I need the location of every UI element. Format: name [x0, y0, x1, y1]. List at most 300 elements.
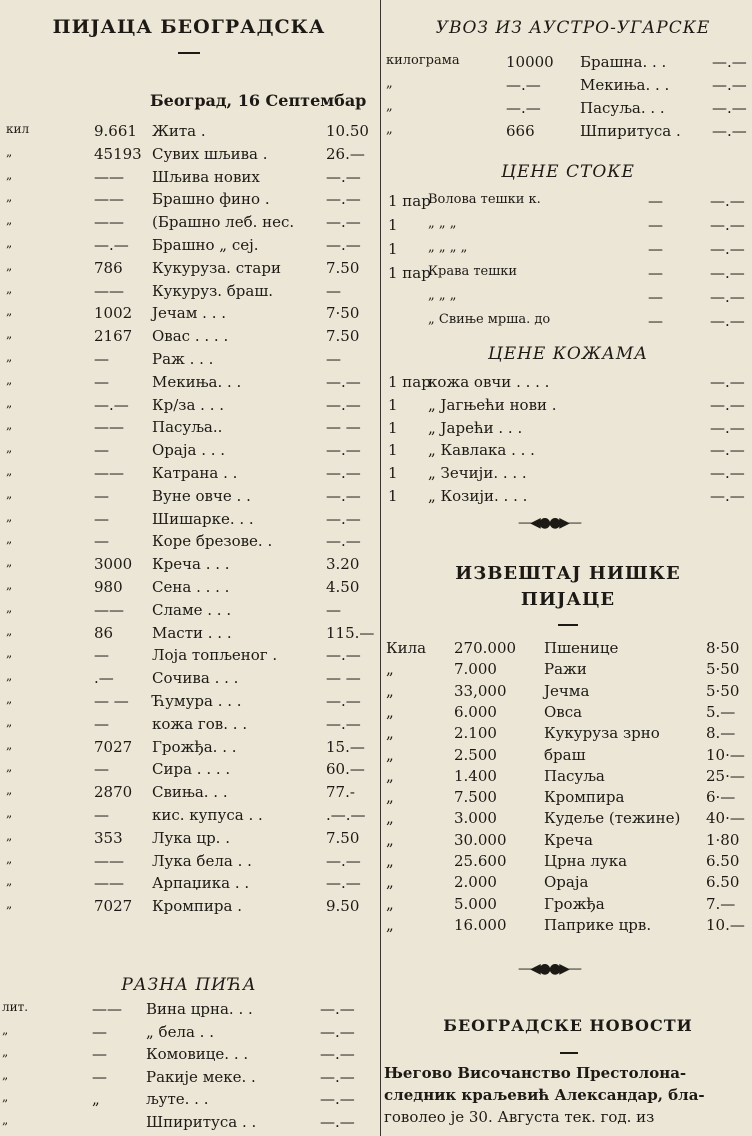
item-cell: кис. купуса . . — [152, 806, 263, 824]
item-cell: Сочива . . . — [152, 669, 239, 688]
item-cell: Шљива нових — [152, 167, 260, 186]
item-cell: Кр/за . . . — [152, 395, 224, 414]
table-row — [384, 724, 752, 746]
unit-cell: „ — [386, 788, 394, 807]
price-cell: 6.50 — [706, 852, 740, 870]
table-row — [384, 809, 752, 831]
quantity-cell: — — [92, 1045, 107, 1063]
price-cell: —.— — [326, 486, 361, 505]
quantity-cell: .— — [94, 669, 114, 688]
table-row — [0, 327, 378, 349]
table-row — [0, 874, 378, 896]
table-row — [384, 831, 752, 853]
price-cell: 6.50 — [706, 873, 740, 892]
quantity-cell: 25.600 — [454, 852, 507, 870]
unit-cell: „ — [6, 623, 13, 638]
table-row — [0, 783, 378, 805]
table-row — [384, 703, 752, 725]
quantity-cell: 3000 — [94, 555, 133, 574]
item-cell: љуте. . . — [146, 1090, 209, 1108]
price-cell: 7.— — [706, 894, 736, 913]
quantity-cell: —— — [94, 874, 124, 893]
unit-cell: 1 пар — [388, 264, 431, 282]
price-cell: —.— — [326, 851, 361, 870]
dateline: Београд, 16 Септембар — [150, 91, 367, 110]
price-cell: 8.— — [706, 724, 736, 743]
news-title-rule — [560, 1052, 578, 1054]
quantity-cell: — — [94, 806, 109, 824]
price-cell: 5.— — [706, 702, 736, 721]
item-cell: Крава тешки — [428, 264, 518, 279]
item-cell: Сира . . . . — [152, 760, 231, 779]
item-cell: „ „ „ — [428, 216, 457, 231]
quantity-cell: 16.000 — [454, 915, 507, 934]
unit-cell: „ — [386, 122, 393, 137]
news-line-2: следник краљевић Александар, бла- — [384, 1086, 705, 1104]
table-row — [0, 350, 378, 372]
unit-cell: „ — [386, 809, 394, 828]
table-row — [0, 1113, 378, 1135]
table-row — [0, 578, 378, 600]
quantity-cell: 980 — [94, 578, 123, 596]
item-cell: Шпиритуса . . — [146, 1112, 257, 1131]
table-row — [0, 464, 378, 486]
table-row — [384, 895, 752, 917]
item-cell: Раж . . . — [152, 350, 214, 368]
table-row — [384, 639, 752, 661]
unit-cell: 1 — [388, 441, 398, 460]
price-cell: — — — [326, 669, 361, 688]
unit-cell: „ — [6, 190, 13, 205]
table-row — [0, 1023, 378, 1045]
item-cell: Кромпира — [544, 788, 625, 807]
unit-cell: „ — [6, 167, 13, 182]
blank-cell: — — [648, 216, 663, 234]
price-cell: 10.50 — [326, 122, 369, 140]
item-cell: Кукуруза зрно — [544, 724, 660, 743]
price-cell: —.— — [326, 213, 361, 232]
price-cell: —.— — [326, 646, 361, 665]
unit-cell: „ — [6, 692, 13, 706]
table-row — [0, 646, 378, 668]
price-cell: —.— — [710, 487, 745, 505]
table-row — [384, 746, 752, 768]
quantity-cell: —.— — [506, 99, 541, 117]
price-cell: —.— — [326, 236, 361, 254]
quantity-cell: 3.000 — [454, 809, 497, 828]
table-row — [384, 192, 752, 214]
quantity-cell: —— — [94, 600, 124, 619]
nis-market-title-2: ПИЈАЦЕ — [520, 589, 616, 610]
table-row — [0, 396, 378, 418]
table-row — [384, 487, 752, 509]
quantity-cell: 86 — [94, 623, 114, 642]
unit-cell: „ — [386, 724, 394, 743]
quantity-cell: 1.400 — [454, 766, 497, 785]
table-row — [384, 264, 752, 286]
quantity-cell: — — [94, 486, 109, 505]
quantity-cell: 5.000 — [454, 894, 497, 913]
item-cell: Ораја — [544, 873, 589, 892]
item-cell: Паприке црв. — [544, 915, 652, 934]
item-cell: браш — [544, 745, 586, 764]
unit-cell: кил — [6, 122, 30, 136]
item-cell: Масти . . . — [152, 623, 232, 642]
quantity-cell: — — [94, 760, 109, 779]
table-row — [384, 122, 752, 144]
unit-cell: „ — [6, 578, 13, 592]
price-cell: —.— — [710, 441, 745, 460]
quantity-cell: 2870 — [94, 783, 133, 802]
unit-cell: „ — [6, 258, 13, 273]
item-cell: Овса — [544, 702, 583, 721]
price-cell: —.— — [326, 372, 361, 391]
item-cell: Катрана . . — [152, 464, 238, 482]
item-cell: Сламе . . . — [152, 600, 232, 619]
unit-cell: „ — [2, 1045, 9, 1059]
quantity-cell: 30.000 — [454, 830, 507, 849]
item-cell: „ „ „ — [428, 288, 457, 303]
unit-cell: „ — [386, 830, 394, 849]
quantity-cell: —— — [94, 851, 124, 870]
price-cell: 10.— — [706, 915, 745, 934]
price-cell: 8·50 — [706, 639, 740, 657]
price-cell: — — [326, 600, 341, 619]
price-cell: —.— — [320, 1045, 355, 1063]
item-cell: Креча . . . — [152, 555, 230, 574]
unit-cell: 1 — [388, 395, 398, 414]
unit-cell: 1 — [388, 464, 398, 483]
unit-cell: Кила — [386, 639, 427, 657]
quantity-cell: 2.500 — [454, 745, 497, 764]
quantity-cell: — — [94, 350, 109, 368]
unit-cell: „ — [386, 702, 394, 721]
table-row — [384, 441, 752, 463]
quantity-cell: — — [94, 646, 109, 665]
unit-cell: „ — [6, 372, 13, 387]
price-cell: —.— — [710, 464, 745, 483]
price-cell: —.— — [710, 312, 745, 330]
cattle-title: ЦЕНЕ СТОКЕ — [501, 162, 635, 182]
item-cell: „ Свиње мрша. до — [428, 312, 551, 327]
hides-title: ЦЕНЕ КОЖАМА — [487, 344, 649, 364]
column-divider — [380, 0, 381, 1136]
unit-cell: „ — [386, 915, 394, 934]
item-cell: Пасуља.. — [152, 418, 223, 437]
quantity-cell: 1002 — [94, 304, 133, 323]
table-row — [0, 738, 378, 760]
table-row — [0, 532, 378, 554]
unit-cell: „ — [386, 894, 394, 913]
quantity-cell: — — [92, 1067, 107, 1086]
item-cell: Брашно „ сеј. — [152, 236, 259, 254]
item-cell: „ бела . . — [146, 1022, 214, 1041]
item-cell: Пасуља. . . — [580, 99, 665, 117]
item-cell: „ Козији. . . . — [428, 487, 528, 505]
price-cell: 9.50 — [326, 897, 360, 916]
import-title: УВОЗ ИЗ АУСТРО-УГАРСКЕ — [435, 18, 711, 38]
quantity-cell: 9.661 — [94, 122, 137, 140]
table-row — [384, 373, 752, 395]
unit-cell: „ — [6, 646, 13, 661]
ornament-divider: —◀●●▶— — [518, 515, 580, 531]
price-cell: 7.50 — [326, 258, 360, 277]
table-row — [384, 916, 752, 938]
item-cell: Ораја . . . — [152, 441, 226, 460]
price-cell: —.— — [320, 1067, 355, 1086]
price-cell: —.— — [326, 395, 361, 414]
unit-cell: „ — [386, 660, 394, 679]
table-row — [384, 767, 752, 789]
table-row — [0, 441, 378, 463]
quantity-cell: 33,000 — [454, 681, 507, 700]
price-cell: .—.— — [326, 806, 366, 824]
unit-cell: „ — [6, 760, 13, 775]
quantity-cell: — — [92, 1022, 107, 1041]
nis-market-title-1: ИЗВЕШТАЈ НИШКЕ — [455, 563, 681, 584]
item-cell: Брашна. . . — [580, 53, 667, 71]
item-cell: Сена . . . . — [152, 578, 230, 596]
quantity-cell: —— — [94, 281, 124, 300]
table-row — [0, 122, 378, 144]
table-row — [384, 53, 752, 75]
item-cell: Пасуља — [544, 766, 605, 785]
table-row — [0, 1045, 378, 1067]
unit-cell: „ — [6, 714, 13, 729]
table-row — [0, 418, 378, 440]
item-cell: Кукуруза. стари — [152, 258, 281, 277]
unit-cell: „ — [6, 874, 13, 889]
table-row — [0, 168, 378, 190]
quantity-cell: 270.000 — [454, 639, 517, 657]
item-cell: Вина црна. . . — [146, 1000, 253, 1018]
table-row — [0, 304, 378, 326]
quantity-cell: 7027 — [94, 897, 133, 916]
table-row — [0, 373, 378, 395]
unit-cell: „ — [386, 873, 394, 892]
unit-cell: „ — [6, 304, 13, 319]
quantity-cell: „ — [92, 1090, 100, 1108]
price-cell: —.— — [712, 53, 747, 71]
belgrade-news-title: БЕОГРАДСКЕ НОВОСТИ — [443, 1016, 693, 1035]
item-cell: Вуне овче . . — [152, 486, 251, 505]
item-cell: Ћумура . . . — [152, 692, 242, 710]
table-row — [0, 601, 378, 623]
item-cell: Лука цр. . — [152, 828, 230, 847]
price-cell: 26.— — [326, 144, 365, 163]
item-cell: Јечам . . . — [152, 304, 227, 323]
unit-cell: 1 — [388, 216, 398, 234]
unit-cell: „ — [6, 851, 13, 866]
price-cell: —.— — [320, 1000, 355, 1018]
table-row — [0, 259, 378, 281]
item-cell: Грожђа. . . — [152, 737, 237, 756]
table-row — [384, 312, 752, 334]
unit-cell: „ — [386, 745, 394, 764]
price-cell: —.— — [710, 418, 745, 437]
unit-cell: „ — [6, 737, 13, 752]
quantity-cell: —— — [94, 190, 124, 209]
item-cell: Коре брезове. . — [152, 532, 273, 551]
unit-cell: „ — [6, 509, 13, 524]
table-row — [0, 692, 378, 714]
quantity-cell: 10000 — [506, 53, 554, 71]
table-row — [0, 213, 378, 235]
table-row — [384, 852, 752, 874]
blank-cell: — — [648, 312, 663, 330]
drinks-section-title: РАЗНА ПИЋА — [121, 975, 257, 995]
table-row — [0, 715, 378, 737]
item-cell: Креча — [544, 830, 593, 849]
quantity-cell: 45193 — [94, 144, 142, 163]
news-line-3: говолео је 30. Августа тек. год. из — [384, 1108, 655, 1126]
unit-cell: „ — [6, 600, 13, 615]
table-row — [0, 1000, 378, 1022]
price-cell: 25·— — [706, 766, 745, 785]
unit-cell: „ — [6, 532, 13, 547]
table-row — [0, 487, 378, 509]
item-cell: Ракије меке. . — [146, 1067, 256, 1086]
unit-cell: „ — [6, 441, 13, 456]
price-cell: —.— — [326, 692, 361, 710]
item-cell: Сувих шљива . — [152, 144, 268, 163]
quantity-cell: — — [94, 714, 109, 733]
title-rule — [178, 52, 200, 54]
unit-cell: „ — [2, 1022, 9, 1037]
quantity-cell: —.— — [506, 76, 541, 94]
unit-cell: „ — [2, 1067, 9, 1082]
item-cell: „ Јагњећи нови . — [428, 395, 557, 414]
table-row — [384, 288, 752, 310]
quantity-cell: —— — [94, 167, 124, 186]
table-row — [384, 76, 752, 98]
quantity-cell: 666 — [506, 122, 535, 140]
table-row — [0, 555, 378, 577]
item-cell: „ Кавлака . . . — [428, 441, 535, 460]
price-cell: —.— — [712, 99, 747, 117]
price-cell: —.— — [320, 1090, 355, 1108]
price-cell: 5·50 — [706, 681, 740, 700]
unit-cell: „ — [6, 828, 13, 843]
table-row — [0, 852, 378, 874]
item-cell: Кукуруз. браш. — [152, 281, 274, 300]
item-cell: Ражи — [544, 660, 587, 679]
table-row — [0, 760, 378, 782]
price-cell: —.— — [326, 714, 361, 733]
item-cell: Волова тешки к. — [428, 192, 541, 207]
table-row — [0, 282, 378, 304]
unit-cell: „ — [6, 395, 13, 410]
price-cell: 40·— — [706, 809, 745, 828]
item-cell: Лука бела . . — [152, 851, 252, 870]
price-cell: —.— — [326, 874, 361, 893]
item-cell: Жита . — [152, 122, 206, 140]
table-row — [0, 829, 378, 851]
unit-cell: 1 пар — [388, 373, 431, 391]
unit-cell: „ — [386, 852, 394, 870]
item-cell: кожа овчи . . . . — [428, 373, 550, 391]
item-cell: Јечма — [544, 681, 590, 700]
item-cell: Пшенице — [544, 639, 619, 657]
quantity-cell: 2167 — [94, 327, 133, 346]
unit-cell: „ — [6, 806, 13, 820]
nis-title-rule — [558, 624, 578, 626]
price-cell: —.— — [710, 216, 745, 234]
unit-cell: „ — [6, 555, 13, 570]
price-cell: —.— — [710, 288, 745, 306]
blank-cell: — — [648, 288, 663, 306]
item-cell: Кромпира . — [152, 897, 242, 916]
table-row — [384, 464, 752, 486]
unit-cell: „ — [6, 213, 13, 228]
unit-cell: „ — [6, 236, 13, 250]
blank-cell: — — [648, 264, 663, 282]
table-row — [0, 669, 378, 691]
ornament-divider-2: —◀●●▶— — [518, 961, 580, 977]
item-cell: Шпиритуса . — [580, 122, 681, 140]
table-row — [0, 897, 378, 919]
price-cell: —.— — [326, 464, 361, 482]
table-row — [384, 99, 752, 121]
price-cell: 4.50 — [326, 578, 360, 596]
quantity-cell: 6.000 — [454, 702, 497, 721]
quantity-cell: 2.000 — [454, 873, 497, 892]
price-cell: 115.— — [326, 623, 375, 642]
price-cell: — — [326, 350, 341, 368]
quantity-cell: —— — [94, 418, 124, 437]
table-row — [384, 788, 752, 810]
unit-cell: „ — [6, 783, 13, 798]
quantity-cell: — — [94, 532, 109, 551]
item-cell: Мекиња. . . — [152, 372, 242, 391]
table-row — [0, 190, 378, 212]
unit-cell: „ — [6, 327, 13, 342]
quantity-cell: — — [94, 372, 109, 391]
unit-cell: лит. — [2, 1000, 29, 1014]
unit-cell: „ — [386, 76, 393, 91]
price-cell: — — — [326, 418, 361, 437]
quantity-cell: 7.000 — [454, 660, 497, 679]
unit-cell: „ — [6, 486, 13, 501]
item-cell: Шишарке. . . — [152, 509, 254, 528]
item-cell: Брашно фино . — [152, 190, 270, 209]
item-cell: Арпаџика . . — [152, 874, 250, 893]
table-row — [384, 419, 752, 441]
unit-cell: „ — [6, 418, 13, 433]
unit-cell: „ — [6, 464, 13, 478]
quantity-cell: —— — [92, 1000, 122, 1018]
price-cell: 7.50 — [326, 327, 360, 346]
belgrade-market-title: ПИЈАЦА БЕОГРАДСКА — [52, 16, 326, 38]
unit-cell: „ — [6, 350, 13, 364]
price-cell: —.— — [326, 190, 361, 209]
price-cell: —.— — [326, 167, 361, 186]
price-cell: —.— — [710, 373, 745, 391]
price-cell: —.— — [326, 532, 361, 551]
table-row — [0, 806, 378, 828]
unit-cell: 1 пар — [388, 192, 431, 210]
unit-cell: „ — [6, 281, 13, 296]
price-cell: —.— — [326, 441, 361, 460]
price-cell: —.— — [712, 122, 747, 140]
item-cell: Лоја топљеног . — [152, 646, 278, 665]
quantity-cell: 353 — [94, 828, 123, 847]
item-cell: Кудеље (тежине) — [544, 809, 681, 828]
price-cell: 60.— — [326, 760, 365, 779]
table-row — [384, 682, 752, 704]
item-cell: (Брашно леб. нес. — [152, 213, 295, 232]
quantity-cell: 786 — [94, 258, 123, 277]
